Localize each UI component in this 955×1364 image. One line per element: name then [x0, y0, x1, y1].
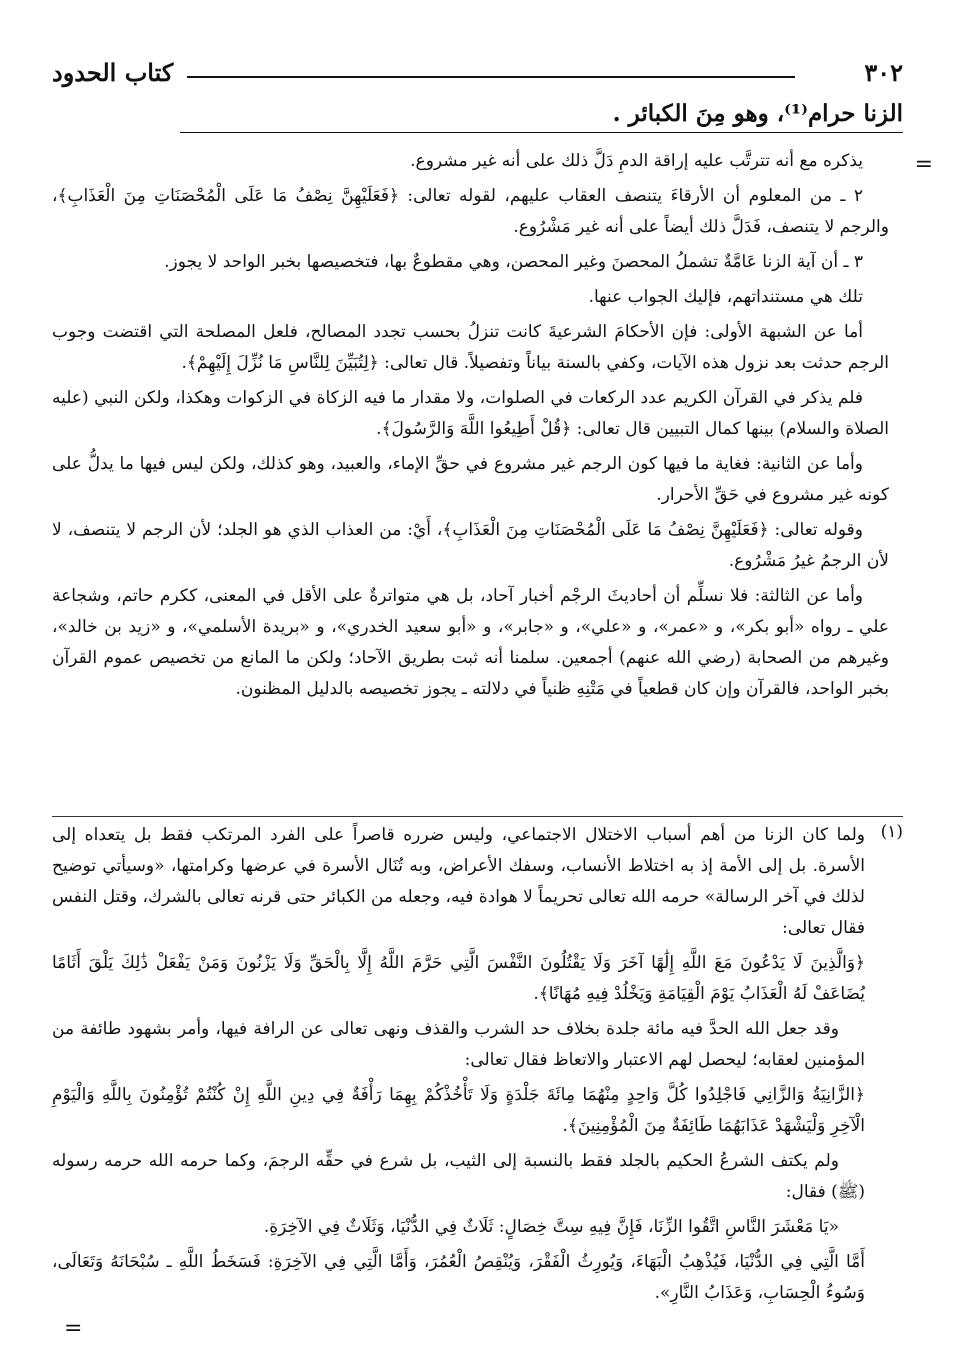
bottom-continuation-mark: = — [64, 1316, 83, 1341]
commentary-paragraph: وأما عن الثانية: فغاية ما فيها كون الرجم غير مشروع في حقِّ الإماء، والعبيد، وهو كذلك، ولكن ليس فيها ما يدلُّ على كونه غير مشروع في حَقِّ الأحرار. — [52, 454, 889, 505]
margin-continuation-mark: = — [914, 152, 933, 177]
commentary-paragraph: فلم يذكر في القرآن الكريم عدد الركعات في الصلوات، ولا مقدار ما فيه الزكاة في الزكوات وهكذا، ولكن النبي (عليه الصلاة والسلام) بينها كمال التبيين قال تعالى: ﴿قُلْ أَطِيعُوا اللَّهَ وَالرَّسُولَ﴾. — [52, 388, 889, 439]
footnote-paragraph: ولما كان الزنا من أهم أسباب الاختلال الاجتماعي، وليس ضرره قاصراً على الفرد المرتكب فقط بل يتعداه إلى الأسرة. بل إلى الأمة إذ به اختلاط الأنساب، وسفك الأعراض، وبه تُنَال الأسرة في عرضها وكرامتها، «وسيأتي توضيح لذلك في آخر الرسالة» حرمه الله تعالى تحريماً لا هوادة فيه، وجعله من الكبائر حتى قرنه تعالى بالشرك، وقتل النفس فقال تعالى: — [52, 825, 865, 938]
commentary-paragraph: تلك هي مستنداتهم، فإليك الجواب عنها. — [588, 287, 863, 307]
page-header — [52, 58, 903, 98]
footnote-verse: ﴿الزَّانِيَةُ وَالزَّانِي فَاجْلِدُوا كُلَّ وَاحِدٍ مِنْهُمَا مِائَةَ جَلْدَةٍ وَلَا تَأْخُذْكُمْ بِهِمَا رَأْفَةٌ فِي دِينِ اللَّهِ إِنْ كُنْتُمْ تُؤْمِنُونَ بِاللَّهِ وَالْيَوْمِ الْآخِرِ وَلْيَشْهَدْ عَذَابَهُمَا طَائِفَةٌ مِنَ الْمُؤْمِنِينَ﴾. — [52, 1085, 865, 1136]
commentary-paragraph: ٢ ـ من المعلوم أن الأرقاءَ يتنصف العقاب عليهم، لقوله تعالى: ﴿فَعَلَيْهِنَّ نِصْفُ مَا عَلَى الْمُحْصَنَاتِ مِنَ الْعَذَابِ﴾، والرجم لا يتنصف، فَدَلَّ ذلك أيضاً على أنه غير مَشْرُوع. — [52, 186, 889, 237]
footnote-number: (١) — [880, 822, 903, 842]
commentary-paragraph: وقوله تعالى: ﴿فَعَلَيْهِنَّ نِصْفُ مَا عَلَى الْمُحْصَنَاتِ مِنَ الْعَذَابِ﴾، أَيْ: من العذاب الذي هو الجلد؛ لأن الرجم لا يتنصف، لا لأن الرجمُ غيرُ مَشْرُوع. — [52, 520, 889, 571]
footnote-separator — [52, 816, 903, 817]
book-title: كتاب الحدود — [52, 58, 174, 87]
footnote-hadith: «يَا مَعْشَرَ النَّاسِ اتَّقُوا الزِّنَا، فَإِنَّ فِيهِ سِتَّ خِصَالٍ: ثَلَاثٌ فِي الدُّنْيَا، وَثَلَاثٌ فِي الآخِرَةِ. — [263, 1217, 839, 1237]
commentary-paragraph: يذكره مع أنه تترتَّب عليه إراقة الدمِ دَلَّ ذلك على أنه غير مشروع. — [410, 151, 863, 171]
commentary-paragraph: أما عن الشبهة الأولى: فإن الأحكامَ الشرعيةَ كانت تنزلُ بحسب تجدد المصالح، فلعل المصلحة التي اقتضت وجوب الرجم حدثت بعد نزول هذه الآيات، وكفي بالسنة بياناً وتفصيلاً. قال تعالى: ﴿لِتُبَيِّنَ لِلنَّاسِ مَا نُزِّلَ إِلَيْهِمْ﴾. — [52, 322, 889, 373]
footnote-paragraph: وقد جعل الله الحدَّ فيه مائة جلدة بخلاف حد الشرب والقذف ونهى تعالى عن الرافة فيها، وأمر بشهود طائفة من المؤمنين لعقابه؛ ليحصل لهم الاعتبار والاتعاظ فقال تعالى: — [52, 1019, 865, 1070]
commentary-paragraph: ٣ ـ أن آية الزنا عَامَّةٌ تشملُ المحصنَ وغير المحصن، وهي مقطوعٌ بها، فتخصيصها بخبر الواحد لا يجوز. — [164, 252, 863, 272]
footnote-hadith: أَمَّا الَّتِي فِي الدُّنْيَا، فَيُذْهِبُ الْبَهَاءَ، وَيُورِثُ الْفَقْرَ، وَيُنْقِصُ الْعُمُرَ، وَأَمَّا الَّتِي فِي الآخِرَةِ: فَسَخَطُ اللَّهِ ـ سُبْحَانَهُ وَتَعَالَى، وَسُوءُ الْحِسَابِ، وَعَذَابُ النَّارِ». — [52, 1252, 865, 1303]
footnote-section — [52, 820, 865, 1313]
main-text-rule — [180, 132, 903, 133]
footnote-paragraph: ولم يكتف الشرعُ الحكيم بالجلد فقط بالنسبة إلى الثيب، بل شرع في حقِّه الرجمَ، وكما حرمه الله حرمه رسوله (ﷺ) فقال: — [52, 1151, 865, 1202]
commentary-section — [52, 146, 889, 709]
footnote-verse: ﴿وَالَّذِينَ لَا يَدْعُونَ مَعَ اللَّهِ إِلَٰهًا آخَرَ وَلَا يَقْتُلُونَ النَّفْسَ الَّتِي حَرَّمَ اللَّهُ إِلَّا بِالْحَقِّ وَلَا يَزْنُونَ وَمَنْ يَفْعَلْ ذَٰلِكَ يَلْقَ أَثَامًا يُضَاعَفْ لَهُ الْعَذَابُ يَوْمَ الْقِيَامَةِ وَيَخْلُدْ فِيهِ مُهَانًا﴾. — [52, 953, 865, 1004]
page-number: ٣٠٢ — [864, 58, 903, 87]
commentary-paragraph: وأما عن الثالثة: فلا نسلِّم أن أحاديثَ الرجْم أخبار آحاد، بل هي متواترةٌ على الأقل في المعنى، ككرم حاتم، وشجاعة علي ـ رواه «أبو بكر»، و «عمر»، و «علي»، و «جابر»، و «أبو سعيد الخدري»، و «بريدة الأسلمي»، و «زيد بن خالد»، وغيرهم من الصحابة (رضي الله عنهم) أجمعين. سلمنا أنه ثبت بطريق الآحاد؛ ولكن ما المانع من تخصيص عموم القرآن بخبر الواحد، فالقرآن وإن كان قطعياً في مَتْنِهِ ظنياً في دلالته ـ يجوز تخصيصه بالدليل المظنون. — [52, 586, 889, 699]
main-text: الزنا حرام⁽¹⁾، وهو مِنَ الكبائر . — [612, 100, 903, 127]
header-rule — [187, 76, 795, 78]
